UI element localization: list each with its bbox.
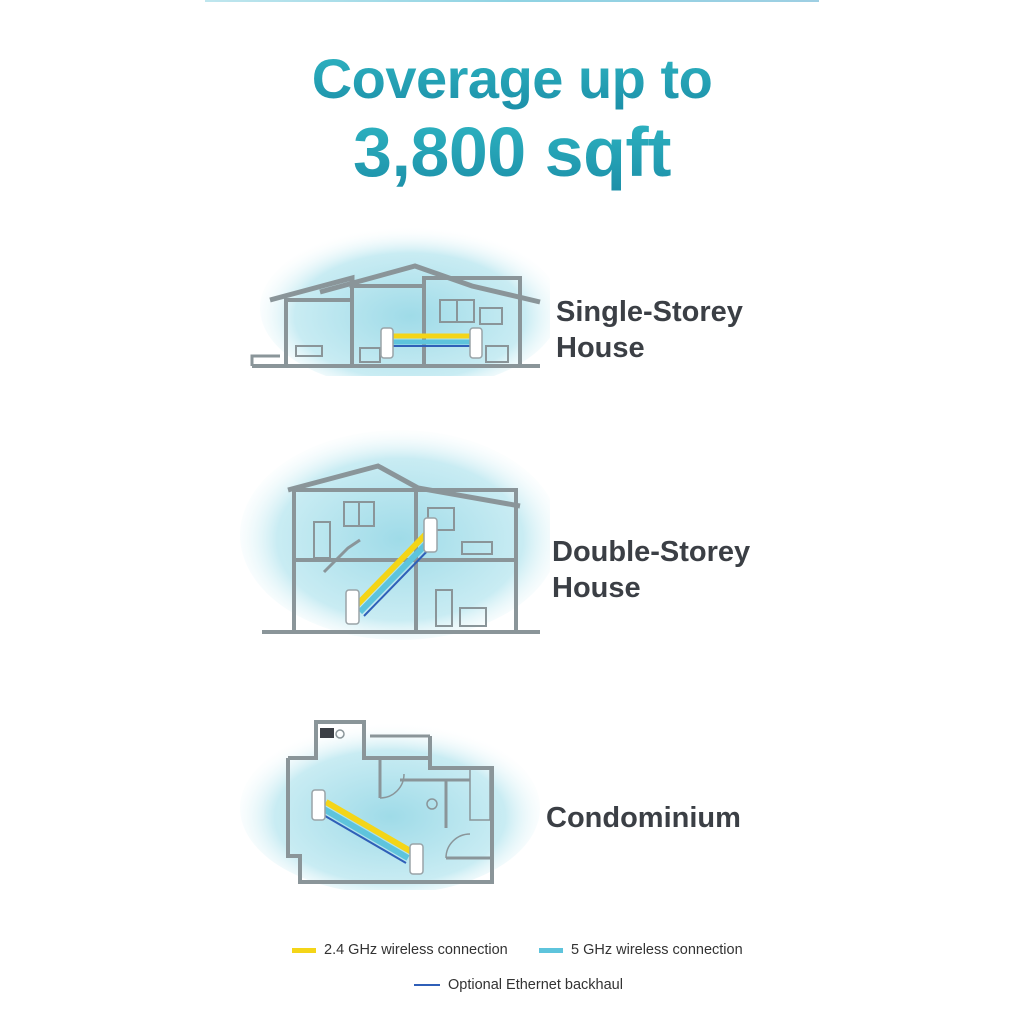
top-divider-line — [205, 0, 819, 2]
single-storey-label — [556, 294, 743, 366]
headline-line-2: 3,800 sqft — [0, 112, 1024, 192]
legend-item-5ghz — [539, 942, 743, 958]
legend-swatch-ethernet — [414, 984, 440, 986]
double-storey-subtitle: House — [552, 572, 641, 604]
double-storey-title: Double-Storey — [552, 536, 751, 568]
single-storey-house-illustration — [240, 228, 550, 376]
legend-swatch-5ghz — [539, 948, 563, 953]
condominium-label — [546, 800, 741, 836]
legend-label-5ghz: 5 GHz wireless connection — [571, 942, 743, 958]
legend-label-ethernet: Optional Ethernet backhaul — [448, 977, 623, 993]
legend-label-24ghz: 2.4 GHz wireless connection — [324, 942, 508, 958]
condominium-illustration — [240, 708, 550, 890]
double-storey-house-illustration — [240, 430, 550, 640]
single-storey-subtitle: House — [556, 332, 645, 364]
legend-swatch-24ghz — [292, 948, 316, 953]
headline-line-1: Coverage up to — [0, 46, 1024, 111]
legend-item-ethernet — [414, 977, 623, 993]
single-storey-title: Single-Storey — [556, 296, 743, 328]
legend-item-24ghz — [292, 942, 508, 958]
condominium-title: Condominium — [546, 802, 741, 834]
double-storey-label — [552, 534, 750, 606]
